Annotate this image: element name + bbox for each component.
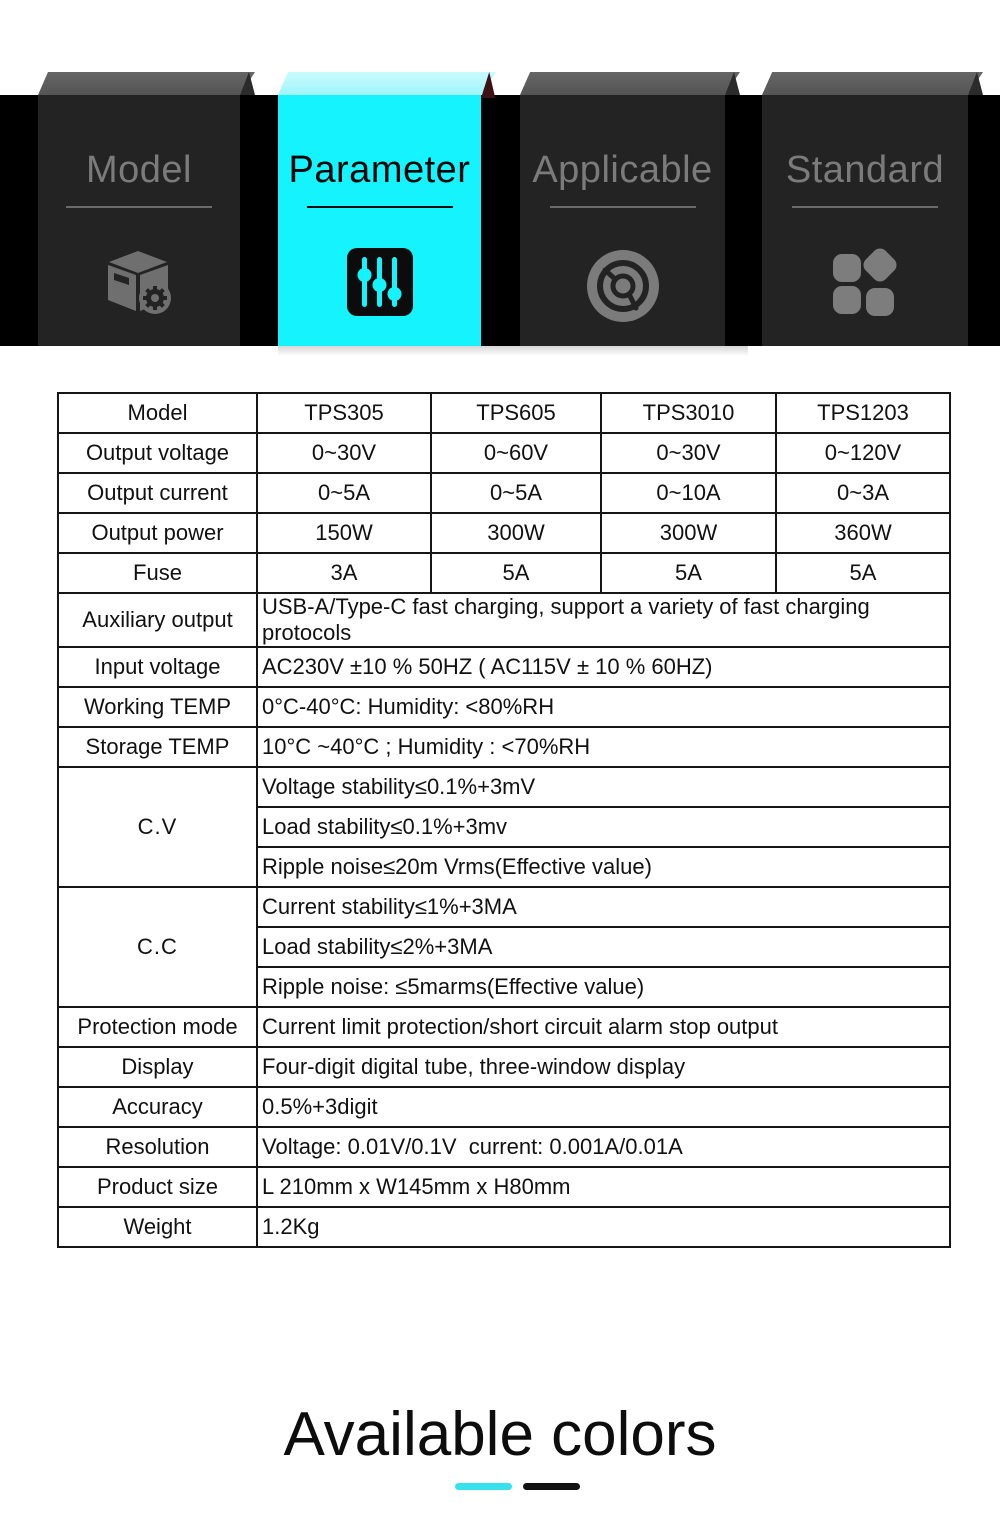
row-label: Weight — [58, 1207, 257, 1247]
tab-flap — [762, 72, 983, 95]
table-cell: 360W — [776, 513, 950, 553]
row-label: Output current — [58, 473, 257, 513]
table-cell: Load stability≤0.1%+3mv — [257, 807, 950, 847]
row-label: Working TEMP — [58, 687, 257, 727]
row-label: Auxiliary output — [58, 593, 257, 647]
table-cell: Four-digit digital tube, three-window display — [257, 1047, 950, 1087]
shapes-icon — [762, 248, 968, 318]
column-header: Model — [58, 393, 257, 433]
row-label: Display — [58, 1047, 257, 1087]
table-row — [58, 887, 950, 927]
column-header: TPS1203 — [776, 393, 950, 433]
tab-panel — [278, 95, 481, 346]
table-row — [58, 1167, 950, 1207]
table-cell: 0~5A — [431, 473, 601, 513]
heading-underline-dashes — [455, 1483, 580, 1490]
available-colors-heading: Available colors — [283, 1400, 717, 1469]
column-header: TPS305 — [257, 393, 431, 433]
row-label: Fuse — [58, 553, 257, 593]
row-label: Product size — [58, 1167, 257, 1207]
table-cell: 0~120V — [776, 433, 950, 473]
table-cell: 0~30V — [257, 433, 431, 473]
table-cell: 0~3A — [776, 473, 950, 513]
table-row — [58, 593, 950, 647]
table-cell: Ripple noise≤20m Vrms(Effective value) — [257, 847, 950, 887]
table-row — [58, 767, 950, 807]
table-cell: 150W — [257, 513, 431, 553]
row-label: Protection mode — [58, 1007, 257, 1047]
table-cell: 300W — [601, 513, 776, 553]
table-cell: 0~10A — [601, 473, 776, 513]
table-cell: L 210mm x W145mm x H80mm — [257, 1167, 950, 1207]
tab-underline — [66, 206, 212, 208]
table-cell: Ripple noise: ≤5marms(Effective value) — [257, 967, 950, 1007]
tab-flap — [278, 72, 496, 95]
table-cell: Voltage: 0.01V/0.1V current: 0.001A/0.01A — [257, 1127, 950, 1167]
table-cell: 10°C ~40°C ; Humidity : <70%RH — [257, 727, 950, 767]
row-label: C.C — [58, 887, 257, 1007]
tab-applicable[interactable] — [520, 0, 725, 346]
box-gear-icon — [38, 248, 240, 320]
band-shadow — [278, 346, 748, 356]
spec-table — [57, 392, 951, 1248]
tab-panel — [38, 95, 240, 346]
table-row — [58, 1207, 950, 1247]
tab-parameter[interactable] — [278, 0, 481, 346]
table-row — [58, 647, 950, 687]
tab-underline — [550, 206, 696, 208]
tab-label: Applicable — [532, 149, 713, 191]
table-cell: Current limit protection/short circuit alarm stop output — [257, 1007, 950, 1047]
table-cell: USB-A/Type-C fast charging, support a variety of fast charging protocols — [257, 593, 950, 647]
tab-panel — [520, 95, 725, 346]
column-header: TPS3010 — [601, 393, 776, 433]
table-cell: 0~5A — [257, 473, 431, 513]
tab-panel — [762, 95, 968, 346]
table-cell: 1.2Kg — [257, 1207, 950, 1247]
table-cell: 0~60V — [431, 433, 601, 473]
tab-standard[interactable] — [762, 0, 968, 346]
table-cell: 5A — [776, 553, 950, 593]
table-cell: 5A — [431, 553, 601, 593]
table-cell: AC230V ±10 % 50HZ ( AC115V ± 10 % 60HZ) — [257, 647, 950, 687]
chrome-icon — [520, 248, 725, 324]
table-row — [58, 473, 950, 513]
row-label: Input voltage — [58, 647, 257, 687]
tab-label: Model — [86, 149, 192, 191]
row-label: Output power — [58, 513, 257, 553]
row-label: Output voltage — [58, 433, 257, 473]
table-row — [58, 727, 950, 767]
table-row — [58, 1087, 950, 1127]
table-cell: 0.5%+3digit — [257, 1087, 950, 1127]
black-dash — [523, 1483, 580, 1490]
table-cell: Voltage stability≤0.1%+3mV — [257, 767, 950, 807]
table-row — [58, 433, 950, 473]
table-cell: 300W — [431, 513, 601, 553]
table-cell: Current stability≤1%+3MA — [257, 887, 950, 927]
table-row — [58, 1127, 950, 1167]
table-row — [58, 513, 950, 553]
table-cell: 3A — [257, 553, 431, 593]
row-label: Accuracy — [58, 1087, 257, 1127]
table-row — [58, 1007, 950, 1047]
tab-model[interactable] — [38, 0, 240, 346]
cyan-dash — [455, 1483, 512, 1490]
table-row — [58, 687, 950, 727]
tab-flap — [38, 72, 255, 95]
hero-tab-band — [0, 0, 1000, 346]
table-cell: 5A — [601, 553, 776, 593]
table-cell: 0°C-40°C: Humidity: <80%RH — [257, 687, 950, 727]
table-cell: Load stability≤2%+3MA — [257, 927, 950, 967]
tab-label: Standard — [785, 149, 945, 191]
tab-flap — [520, 72, 740, 95]
row-label: Storage TEMP — [58, 727, 257, 767]
table-header-row — [58, 393, 950, 433]
tab-label: Parameter — [288, 149, 471, 191]
row-label: Resolution — [58, 1127, 257, 1167]
column-header: TPS605 — [431, 393, 601, 433]
table-cell: 0~30V — [601, 433, 776, 473]
tab-underline — [792, 206, 938, 208]
tab-underline — [307, 206, 453, 208]
sliders-icon — [278, 248, 481, 316]
table-row — [58, 1047, 950, 1087]
table-row — [58, 553, 950, 593]
row-label: C.V — [58, 767, 257, 887]
